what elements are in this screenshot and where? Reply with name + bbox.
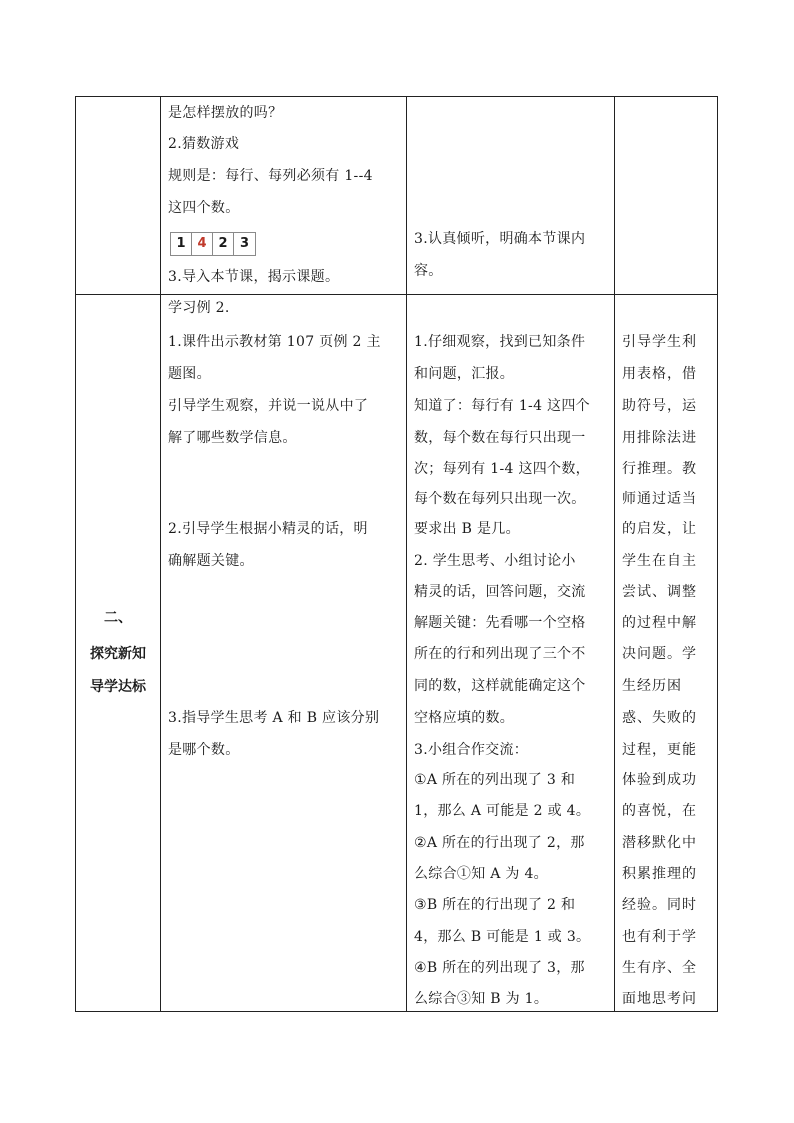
text-line: 的启发，让 <box>622 521 697 537</box>
text-line: 引导学生观察，并说一说从中了 <box>168 398 369 414</box>
text-line: 所在的行和列出现了三个不 <box>414 646 586 662</box>
text-line: 引导学生利 <box>622 334 697 350</box>
text-line: 3.指导学生思考 A 和 B 应该分别 <box>168 710 380 726</box>
text-line: 容。 <box>414 263 443 279</box>
text-line: 这四个数。 <box>168 200 240 216</box>
text-line: ②A 所在的行出现了 2，那 <box>414 835 585 851</box>
text-line: 面地思考问 <box>622 991 697 1007</box>
text-line: 经验。同时 <box>622 897 697 913</box>
text-line: 4，那么 B 可能是 1 或 3。 <box>414 929 591 945</box>
text-line: ④B 所在的列出现了 3，那 <box>414 960 585 976</box>
text-line: 数，每个数在每行只出现一 <box>414 430 586 446</box>
text-line: 么综合③知 B 为 1。 <box>414 991 549 1007</box>
number-box: 3 <box>239 236 250 251</box>
text-line: 知道了：每行有 1-4 这四个 <box>414 398 590 414</box>
text-line: 2.猜数游戏 <box>168 136 240 152</box>
table-left-border <box>75 96 76 1012</box>
text-line: 积累推理的 <box>622 866 697 882</box>
text-line: 2.引导学生根据小精灵的话，明 <box>168 521 368 537</box>
text-line: 同的数，这样就能确定这个 <box>414 678 586 694</box>
text-line: 3.小组合作交流： <box>414 742 529 758</box>
text-line: 过程，更能 <box>622 742 697 758</box>
text-line: 也有利于学 <box>622 929 697 945</box>
text-line: 体验到成功 <box>622 772 697 788</box>
table-top-border <box>75 96 718 97</box>
text-line: 潜移默化中 <box>622 835 697 851</box>
text-line: 生经历困 <box>622 678 682 694</box>
text-line: 和问题，汇报。 <box>414 366 515 382</box>
text-line: 确解题关键。 <box>168 553 254 569</box>
text-line: 学习例 2. <box>168 300 230 316</box>
text-line: 师通过适当 <box>622 491 697 507</box>
text-line: 行推理。教 <box>622 461 697 477</box>
text-line: 1，那么 A 可能是 2 或 4。 <box>414 803 591 819</box>
text-line: 用表格，借 <box>622 366 697 382</box>
text-line: ③B 所在的行出现了 2 和 <box>414 897 576 913</box>
text-line: 2. 学生思考、小组讨论小 <box>414 553 576 569</box>
text-line: 要求出 B 是几。 <box>414 521 520 537</box>
text-line: 尝试、调整 <box>622 584 697 600</box>
text-line: 惑、失败的 <box>622 710 697 726</box>
text-line: 解题关键：先看哪一个空格 <box>414 615 586 631</box>
text-line: 次；每列有 1-4 这四个数， <box>414 461 590 477</box>
text-line: 是哪个数。 <box>168 742 240 758</box>
text-line: 空格应填的数。 <box>414 710 515 726</box>
text-line: 3.导入本节课，揭示课题。 <box>168 269 340 285</box>
number-box-highlighted: 4 <box>192 233 213 255</box>
text-line: 用排除法进 <box>622 430 697 446</box>
text-line: 精灵的话，回答问题，交流 <box>414 584 586 600</box>
column-divider-1 <box>160 96 161 1012</box>
text-line: 学生在自主 <box>622 553 697 569</box>
text-line: 1.课件出示教材第 107 页例 2 主 <box>168 334 381 350</box>
number-box: 1 <box>171 233 192 255</box>
number-box: 2 <box>213 233 234 255</box>
text-line: 1.仔细观察，找到已知条件 <box>414 334 586 350</box>
text-line: 助符号，运 <box>622 398 697 414</box>
row-divider <box>75 294 718 295</box>
text-line: 的喜悦，在 <box>622 803 697 819</box>
text-line: 么综合①知 A 为 4。 <box>414 866 548 882</box>
text-line: 生有序、全 <box>622 960 697 976</box>
text-line: 解了哪些数学信息。 <box>168 430 297 446</box>
column-divider-2 <box>406 96 407 1012</box>
number-grid-example <box>170 232 256 256</box>
table-right-border <box>717 96 718 1012</box>
text-line: 的过程中解 <box>622 615 697 631</box>
text-line: 3.认真倾听，明确本节课内 <box>414 231 586 247</box>
table-bottom-border <box>75 1011 718 1012</box>
section-title-line2: 导学达标 <box>90 679 146 695</box>
text-line: 题图。 <box>168 366 211 382</box>
text-line: 每个数在每列只出现一次。 <box>414 491 586 507</box>
section-title-line1: 探究新知 <box>90 646 146 662</box>
text-line: ①A 所在的列出现了 3 和 <box>414 772 576 788</box>
text-line: 规则是：每行、每列必须有 1--4 <box>168 168 373 184</box>
text-line: 是怎样摆放的吗？ <box>168 105 283 121</box>
column-divider-3 <box>614 96 615 1012</box>
text-line: 决问题。学 <box>622 646 697 662</box>
section-number: 二、 <box>104 610 132 626</box>
